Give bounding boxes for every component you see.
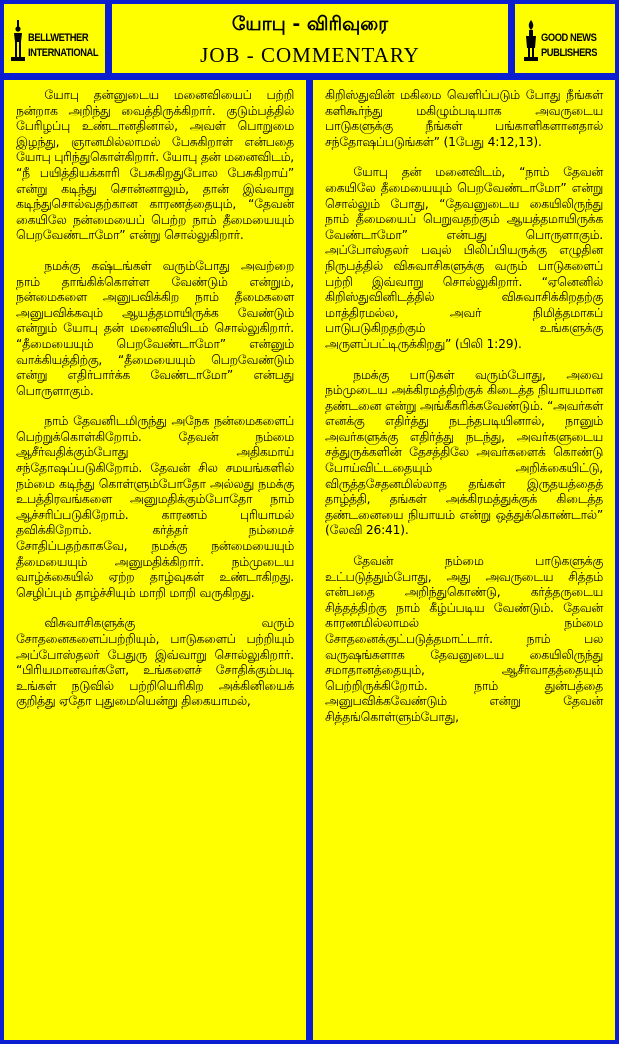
page-title-tamil: யோபு - விரிவுரை — [231, 13, 389, 35]
right-text-column — [313, 80, 615, 1040]
paragraph: நமக்கு பாடுகள் வரும்போது, அவை நம்முடைய அக்கிரமத்திற்குக் கிடைத்த நியாயமான தண்டனை என்று அங்கீகரிக்கவேண்டும். “அவர்கள் எனக்கு எதிர்த்து நடந்தபடியினால், நானும் அவர்களுக்கு எதிர்த்து நடந்து, அவர்களுடைய சத்துருக்களின் தேசத்திலே அவர்களைக் கொண்டு போய்விட்டதையும் அறிக்கையிட்டு, விருத்தசேதனமில்லாத தங்கள் இருதயத்தைத் தாழ்த்தி, தங்கள் அக்கிரமத்துக்குக் கிடைத்த தண்டனையை நியாயம் என்று ஒத்துக்கொண்டால்” (லேவி 26:41). — [325, 367, 603, 538]
bellwether-figure-icon — [10, 20, 26, 62]
torch-figure-icon — [523, 20, 539, 62]
title-panel — [112, 4, 508, 73]
left-logo-line1: BELLWETHER — [28, 32, 89, 44]
paragraph: நமக்கு கஷ்டங்கள் வரும்போது அவற்றை நாம் தாங்கிக்கொள்ள வேண்டும் என்றும், நன்மைகளை அனுபவிக்கிற நாம் தீமைகளை அனுபவிக்கவும் ஆயத்தமாயிருக்க வேண்டும் என்றும் யோபு தன் மனைவியிடம் சொல்லுகிறார். “தீமையையும் பெறவேண்டாமோ” என்னும் வாக்கியத்திற்கு, “தீமையையும் பெறவேண்டும் என்று எதிர்பார்க்க வேண்டாமோ” என்பது பொருளாகும். — [16, 258, 294, 398]
right-logo-line2: PUBLISHERS — [541, 47, 598, 59]
paragraph: நாம் தேவனிடமிருந்து அநேக நன்மைகளைப் பெற்றுக்கொள்கிறோம். தேவன் நம்மை ஆசீர்வதிக்கும்போது அதிகமாய் சந்தோஷப்படுகிறோம். தேவன் சில சமயங்களில் நம்மை கடிந்து கொள்ளும்போதோ அல்லது நமக்கு உபத்திரவங்களை அனுமதிக்கும்போதோ நாம் ஆச்சரிப்படுகிறோம். காரணம் புரியாமல் தவிக்கிறோம். கர்த்தர் நம்மைச் சோதிப்பதற்காகவே, நமக்கு நன்மையையும் தீமையையும் அனுமதிக்கிறார். நம்முடைய வாழ்க்கையில் ஏற்ற தாழ்வுகள் உண்டாகிறது. செழிப்பும் தாழ்ச்சியும் மாறி மாறி வருகிறது. — [16, 414, 294, 600]
publisher-logo-right — [515, 4, 615, 73]
page-title-english: JOB - COMMENTARY — [200, 43, 420, 67]
left-logo-line2: INTERNATIONAL — [28, 47, 99, 59]
publisher-logo-left — [4, 4, 105, 73]
paragraph: தேவன் நம்மை பாடுகளுக்கு உட்படுத்தும்போது, அது அவருடைய சித்தம் என்பதை அறிந்துகொண்டு, கர்த்தருடைய சித்தத்திற்கு நாம் கீழ்ப்படிய வேண்டும். தேவன் காரணமில்லாமல் நம்மை சோதனைக்குட்படுத்தமாட்டார். நாம் பல வருஷங்களாக தேவனுடைய கையிலிருந்து சமாதானத்தையும், ஆசீர்வாதத்தையும் பெற்றிருக்கிறோம். நாம் துன்பத்தை அனுபவிக்கவேண்டும் என்று தேவன் சித்தங்கொள்ளும்போது, — [325, 554, 603, 724]
paragraph: விசுவாசிகளுக்கு வரும் சோதனைகளைப்பற்றியும், பாடுகளைப் பற்றியும் அப்போஸ்தலர் பேதுரு இவ்வாறு சொல்லுகிறார். “பிரியமானவர்களே, உங்களைச் சோதிக்கும்படி உங்கள் நடுவில் பற்றியெரிகிற அக்கினியைக் குறித்து ஏதோ புதுமையென்று திகையாமல், — [16, 616, 294, 709]
right-logo-line1: GOOD NEWS — [541, 32, 597, 44]
paragraph: யோபு தன்னுடைய மனைவியைப் பற்றி நன்றாக அறிந்து வைத்திருக்கிறார். குடும்பத்தில் பேரிழப்பு உண்டானதினால், அவள் பொறுமை இழந்து, ஞானமில்லாமல் பேசுகிறாள் என்பதை யோபு புரிந்துகொள்கிறார். யோபு தன் மனைவிடம், “நீ பயித்தியக்காரி பேசுகிறதுபோல பேசுகிறாய்” என்று கடிந்து சொன்னாலும், தான் இவ்வாறு கடிந்துசொல்வதற்கான காரணத்தையும், “தேவன் கையிலே நன்மையைப் பெற்ற நாம் தீமையையும் பெறவேண்டாமோ” என்று சொல்லுகிறார். — [16, 88, 294, 243]
paragraph-continuation: கிறிஸ்துவின் மகிமை வெளிப்படும் போது நீங்கள் களிகூர்ந்து மகிழும்படியாக அவருடைய பாடுகளுக்கு நீங்கள் பங்காளிகளானதால் சந்தோஷப்படுங்கள்” (1பேது 4:12,13). — [325, 88, 603, 149]
left-text-column — [4, 80, 306, 1040]
paragraph: யோபு தன் மனைவிடம், “நாம் தேவன் கையிலே தீமையையும் பெறவேண்டாமோ” என்று சொல்லும் போது, “தேவனுடைய கையிலிருந்து நாம் தீமையைப் பெறுவதற்கும் ஆயத்தமாயிருக்க வேண்டாமோ” என்பது பொருளாகும். அப்போஸ்தலர் பவுல் பிலிப்பியருக்கு எழுதின நிருபத்தில் விசுவாசிகளுக்கு வரும் பாடுகளைப் பற்றி இவ்வாறு சொல்லுகிறார். “ஏனெனில் கிறிஸ்துவினிடத்தில் விசுவாசிக்கிறதற்கு மாத்திரமல்ல, அவர் நிமித்தமாகப் பாடுபடுகிறதற்கும் உங்களுக்கு அருளப்பட்டிருக்கிறது” (பிலி 1:29). — [325, 165, 603, 351]
